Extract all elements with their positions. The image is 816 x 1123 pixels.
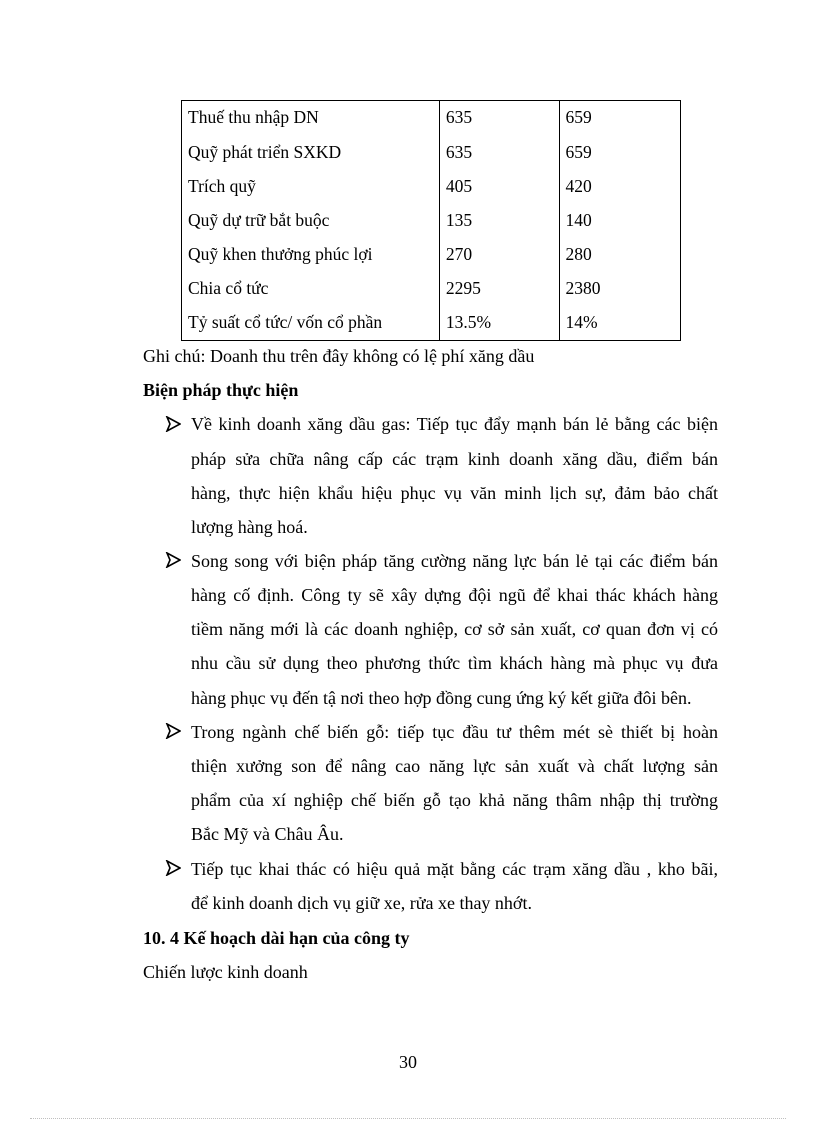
arrow-bullet-icon xyxy=(165,860,181,876)
table-cell: 135 xyxy=(439,204,559,238)
table-cell: Quỹ phát triển SXKD xyxy=(182,135,440,169)
table-cell: 13.5% xyxy=(439,306,559,341)
section2-heading: 10. 4 Kế hoạch dài hạn của công ty xyxy=(143,928,410,948)
table-row xyxy=(182,238,681,272)
bullet-line: pháp sửa chữa nâng cấp các trạm kinh doanh xăng dầu, điểm bán xyxy=(191,449,718,469)
bullet-line: để kinh doanh dịch vụ giữ xe, rửa xe thay nhớt. xyxy=(191,893,532,913)
table-cell: 14% xyxy=(559,306,680,341)
table-cell: 420 xyxy=(559,169,680,203)
table-row xyxy=(182,169,681,203)
section2-text: Chiến lược kinh doanh xyxy=(143,962,308,982)
table-cell: Quỹ dự trữ bắt buộc xyxy=(182,204,440,238)
table-note: Ghi chú: Doanh thu trên đây không có lệ phí xăng dầu xyxy=(143,346,535,366)
arrow-bullet-icon xyxy=(165,552,181,568)
page-number: 30 xyxy=(399,1052,417,1072)
bullet-line: phẩm của xí nghiệp chế biến gỗ tạo khả năng thâm nhập thị trường xyxy=(191,790,718,810)
table-row xyxy=(182,306,681,341)
arrow-bullet-icon xyxy=(165,723,181,739)
bullet-line: Song song với biện pháp tăng cường năng lực bán lẻ tại các điểm bán xyxy=(191,551,718,571)
bullet-line: tiềm năng mới là các doanh nghiệp, cơ sở sản xuất, cơ quan đơn vị có xyxy=(191,619,718,639)
bullet-line: lượng hàng hoá. xyxy=(191,517,308,537)
bullet-line: Bắc Mỹ và Châu Âu. xyxy=(191,824,344,844)
table-row xyxy=(182,135,681,169)
bullet-line: hàng phục vụ đến tậ nơi theo hợp đồng cung ứng ký kết giữa đôi bên. xyxy=(191,688,692,708)
bullet-line: hàng cố định. Công ty sẽ xây dựng đội ngũ để khai thác khách hàng xyxy=(191,585,718,605)
table-cell: 2380 xyxy=(559,272,680,306)
table-cell: 280 xyxy=(559,238,680,272)
section-heading: Biện pháp thực hiện xyxy=(143,380,299,400)
table-cell: 270 xyxy=(439,238,559,272)
table-cell: Thuế thu nhập DN xyxy=(182,101,440,136)
bullet-line: hàng, thực hiện khẩu hiệu phục vụ văn minh lịch sự, đảm bảo chất xyxy=(191,483,718,503)
table-cell: Tỷ suất cổ tức/ vốn cổ phần xyxy=(182,306,440,341)
table-cell: 659 xyxy=(559,101,680,136)
table-row xyxy=(182,204,681,238)
bullet-line: nhu cầu sử dụng theo phương thức tìm khách hàng mà phục vụ đưa xyxy=(191,653,718,673)
table-cell: 635 xyxy=(439,101,559,136)
bullet-line: Trong ngành chế biến gỗ: tiếp tục đầu tư thêm mét sè thiết bị hoàn xyxy=(191,722,718,742)
bullet-line: Tiếp tục khai thác có hiệu quả mặt bằng các trạm xăng dầu , kho bãi, xyxy=(191,859,718,879)
footer-divider xyxy=(30,1118,786,1119)
table-cell: 659 xyxy=(559,135,680,169)
table-cell: 140 xyxy=(559,204,680,238)
financial-table xyxy=(181,100,681,341)
table-row xyxy=(182,101,681,136)
bullet-line: Về kinh doanh xăng dầu gas: Tiếp tục đẩy mạnh bán lẻ bằng các biện xyxy=(191,414,718,434)
table-cell: Trích quỹ xyxy=(182,169,440,203)
table-cell: Chia cổ tức xyxy=(182,272,440,306)
table-cell: 2295 xyxy=(439,272,559,306)
bullet-line: thiện xưởng son để nâng cao năng lực sản xuất và chất lượng sản xyxy=(191,756,718,776)
table-cell: 635 xyxy=(439,135,559,169)
table-row xyxy=(182,272,681,306)
arrow-bullet-icon xyxy=(165,416,181,432)
table-cell: 405 xyxy=(439,169,559,203)
table-cell: Quỹ khen thưởng phúc lợi xyxy=(182,238,440,272)
